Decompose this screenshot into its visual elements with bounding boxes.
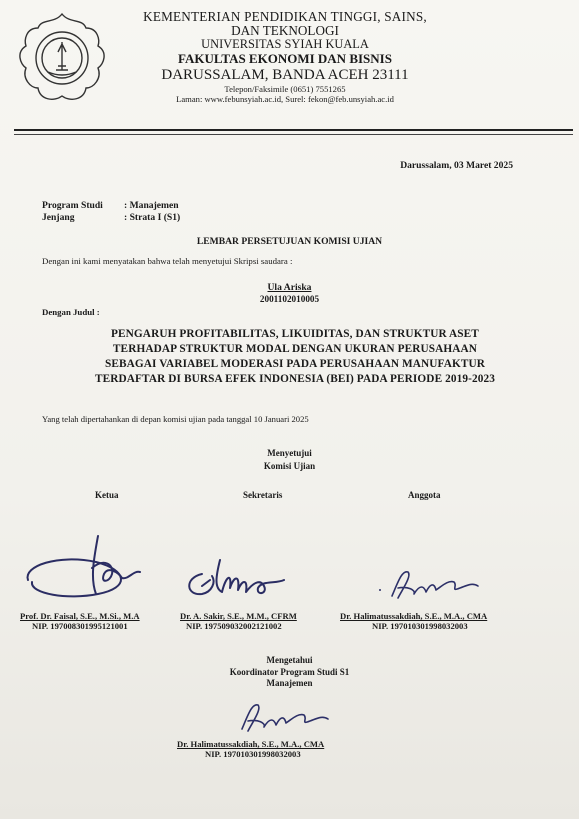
coordinator-signature	[222, 695, 342, 741]
acknowledgement-heading	[0, 655, 579, 690]
level-value: : Strata I (S1)	[124, 212, 181, 223]
letterhead	[118, 10, 452, 104]
ack-department: Manajemen	[266, 678, 313, 688]
member-signature	[368, 560, 488, 610]
role-secretary: Sekretaris	[243, 490, 283, 500]
faculty-name: FAKULTAS EKONOMI DAN BISNIS	[178, 51, 392, 66]
address: DARUSSALAM, BANDA ACEH 23111	[161, 67, 409, 83]
ministry-name-cont: DAN TEKNOLOGI	[231, 23, 339, 38]
member-name: Dr. Halimatussakdiah, S.E., M.A., CMA	[340, 611, 488, 621]
coordinator-nip: NIP. 197010301998032003	[205, 749, 301, 759]
member-block	[340, 611, 487, 631]
header-rule	[14, 129, 573, 131]
role-member: Anggota	[408, 490, 441, 500]
role-chair: Ketua	[95, 490, 119, 500]
approval-heading	[0, 447, 579, 473]
level-label: Jenjang	[42, 212, 75, 223]
header-rule-thin	[14, 134, 573, 135]
letter-date: Darussalam, 03 Maret 2025	[400, 160, 513, 171]
defense-statement: Yang telah dipertahankan di depan komisi ujian pada tanggal 10 Januari 2025	[42, 414, 309, 424]
secretary-nip: NIP. 197509032002121002	[186, 621, 282, 631]
thesis-title-line: PENGARUH PROFITABILITAS, LIKUIDITAS, DAN STRUKTUR ASET	[111, 328, 479, 340]
member-nip: NIP. 197010301998032003	[372, 621, 468, 631]
coordinator-name: Dr. Halimatussakdiah, S.E., M.A., CMA	[177, 739, 325, 749]
coordinator-block	[177, 739, 324, 759]
secretary-name: Dr. A. Sakir, S.E., M.M., CFRM	[180, 611, 297, 621]
intro-text: Dengan ini kami menyatakan bahwa telah menyetujui Skripsi saudara :	[42, 256, 293, 266]
website-email: Laman: www.febunsyiah.ac.id, Surel: fekon@feb.unsyiah.ac.id	[176, 94, 394, 104]
chair-signature	[18, 528, 168, 610]
thesis-title-line: SEBAGAI VARIABEL MODERASI PADA PERUSAHAAN MANUFAKTUR	[104, 358, 486, 370]
chair-name: Prof. Dr. Faisal, S.E., M.Si., M.A	[20, 611, 140, 621]
approval-line: Menyetujui	[267, 448, 312, 458]
ministry-name: KEMENTERIAN PENDIDIKAN TINGGI, SAINS,	[143, 9, 427, 24]
title-label: Dengan Judul :	[42, 307, 100, 317]
phone: Telepon/Faksimile (0651) 7551265	[224, 84, 346, 94]
university-seal-icon	[12, 8, 112, 108]
student-name	[0, 282, 579, 293]
university-name: UNIVERSITAS SYIAH KUALA	[201, 37, 369, 51]
program-value: : Manajemen	[124, 200, 179, 211]
thesis-title-line: TERHADAP STRUKTUR MODAL DENGAN UKURAN PERUSAHAAN	[112, 343, 478, 355]
student-nim: 2001102010005	[259, 294, 320, 304]
student-name-text: Ula Ariska	[267, 282, 312, 293]
program-label: Program Studi	[42, 200, 103, 211]
thesis-title	[40, 327, 550, 387]
secretary-block	[180, 611, 297, 631]
chair-block	[20, 611, 140, 631]
chair-nip: NIP. 197008301995121001	[32, 621, 128, 631]
approval-committee: Komisi Ujian	[263, 461, 316, 471]
secretary-signature	[172, 550, 322, 610]
thesis-title-line: TERDAFTAR DI BURSA EFEK INDONESIA (BEI) PADA PERIODE 2019-2023	[95, 373, 495, 385]
ack-position: Koordinator Program Studi S1	[229, 666, 350, 677]
document-title: LEMBAR PERSETUJUAN KOMISI UJIAN	[196, 236, 383, 247]
ack-line: Mengetahui	[266, 655, 313, 665]
